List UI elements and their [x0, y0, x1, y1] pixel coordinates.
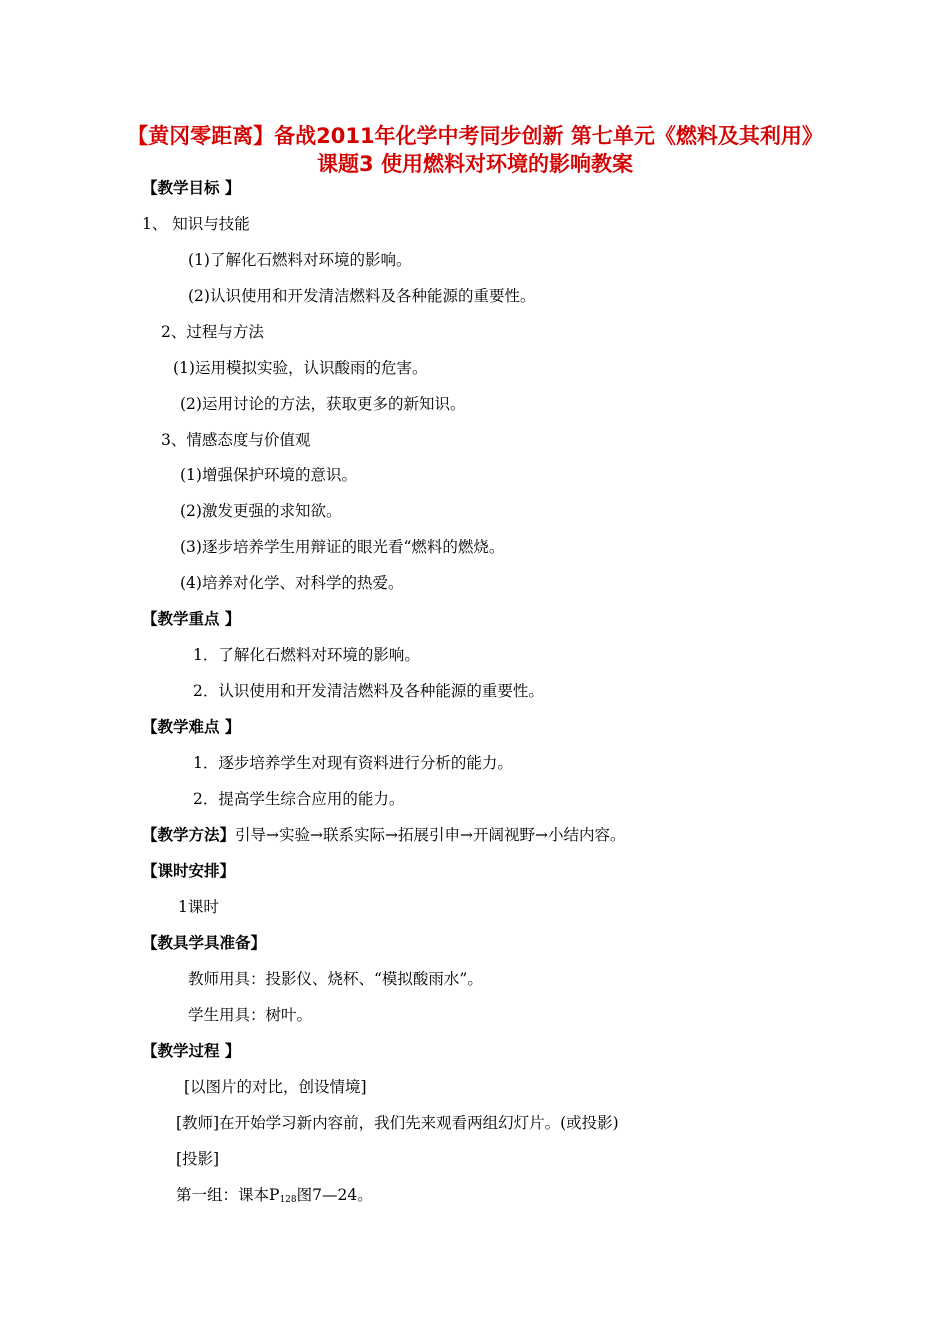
- process-line-4-text: 第一组：课本P: [176, 1186, 280, 1204]
- heading-tools: 【教具学具准备】: [142, 934, 267, 952]
- process-line-4: [176, 1185, 373, 1210]
- tools-student: 学生用具：树叶。: [188, 1006, 313, 1024]
- goal-emotion-1: (1)增强保护环境的意识。: [180, 466, 357, 484]
- goal-process: 2、过程与方法: [161, 323, 264, 341]
- goal-emotion-3: (3)逐步培养学生用辩证的眼光看“燃料的燃烧。: [180, 538, 505, 556]
- schedule-text: 1课时: [178, 898, 219, 916]
- heading-difficult-points: 【教学难点 】: [142, 718, 241, 736]
- method-line: [142, 825, 625, 845]
- heading-schedule: 【课时安排】: [142, 862, 236, 880]
- process-line-2: [教师]在开始学习新内容前，我们先来观看两组幻灯片。(或投影): [176, 1114, 619, 1132]
- heading-teaching-goals: 【教学目标 】: [142, 179, 241, 197]
- page-number-subscript: 128: [279, 1195, 297, 1205]
- heading-key-points: 【教学重点 】: [142, 610, 241, 628]
- heading-teaching-method: 【教学方法】: [142, 826, 236, 844]
- process-line-4-figure: 图7—24。: [296, 1186, 373, 1204]
- goal-emotion-4: (4)培养对化学、对科学的热爱。: [180, 574, 404, 592]
- difficult-point-2: 2．提高学生综合应用的能力。: [193, 790, 405, 808]
- goal-process-2: (2)运用讨论的方法，获取更多的新知识。: [180, 395, 466, 413]
- tools-teacher: 教师用具：投影仪、烧杯、“模拟酸雨水”。: [188, 970, 483, 988]
- goal-process-1: (1)运用模拟实验，认识酸雨的危害。: [173, 359, 428, 377]
- heading-teaching-process: 【教学过程 】: [142, 1042, 241, 1060]
- process-line-1: [以图片的对比，创设情境]: [184, 1078, 367, 1096]
- key-point-2: 2．认识使用和开发清洁燃料及各种能源的重要性。: [193, 682, 544, 700]
- goal-emotion-2: (2)激发更强的求知欲。: [180, 502, 342, 520]
- goal-knowledge: 1、 知识与技能: [142, 215, 250, 233]
- goal-emotion: 3、情感态度与价值观: [161, 431, 311, 449]
- difficult-point-1: 1．逐步培养学生对现有资料进行分析的能力。: [193, 754, 513, 772]
- goal-knowledge-2: (2)认识使用和开发清洁燃料及各种能源的重要性。: [188, 287, 536, 305]
- process-line-3: [投影]: [176, 1150, 220, 1168]
- goal-knowledge-1: (1)了解化石燃料对环境的影响。: [188, 251, 412, 269]
- method-text: 引导→实验→联系实际→拓展引申→开阔视野→小结内容。: [235, 826, 626, 844]
- document-title: 【黄冈零距离】备战2011年化学中考同步创新 第七单元《燃料及其利用》课题3 使用燃料对环境的影响教案: [127, 124, 823, 176]
- key-point-1: 1．了解化石燃料对环境的影响。: [193, 646, 420, 664]
